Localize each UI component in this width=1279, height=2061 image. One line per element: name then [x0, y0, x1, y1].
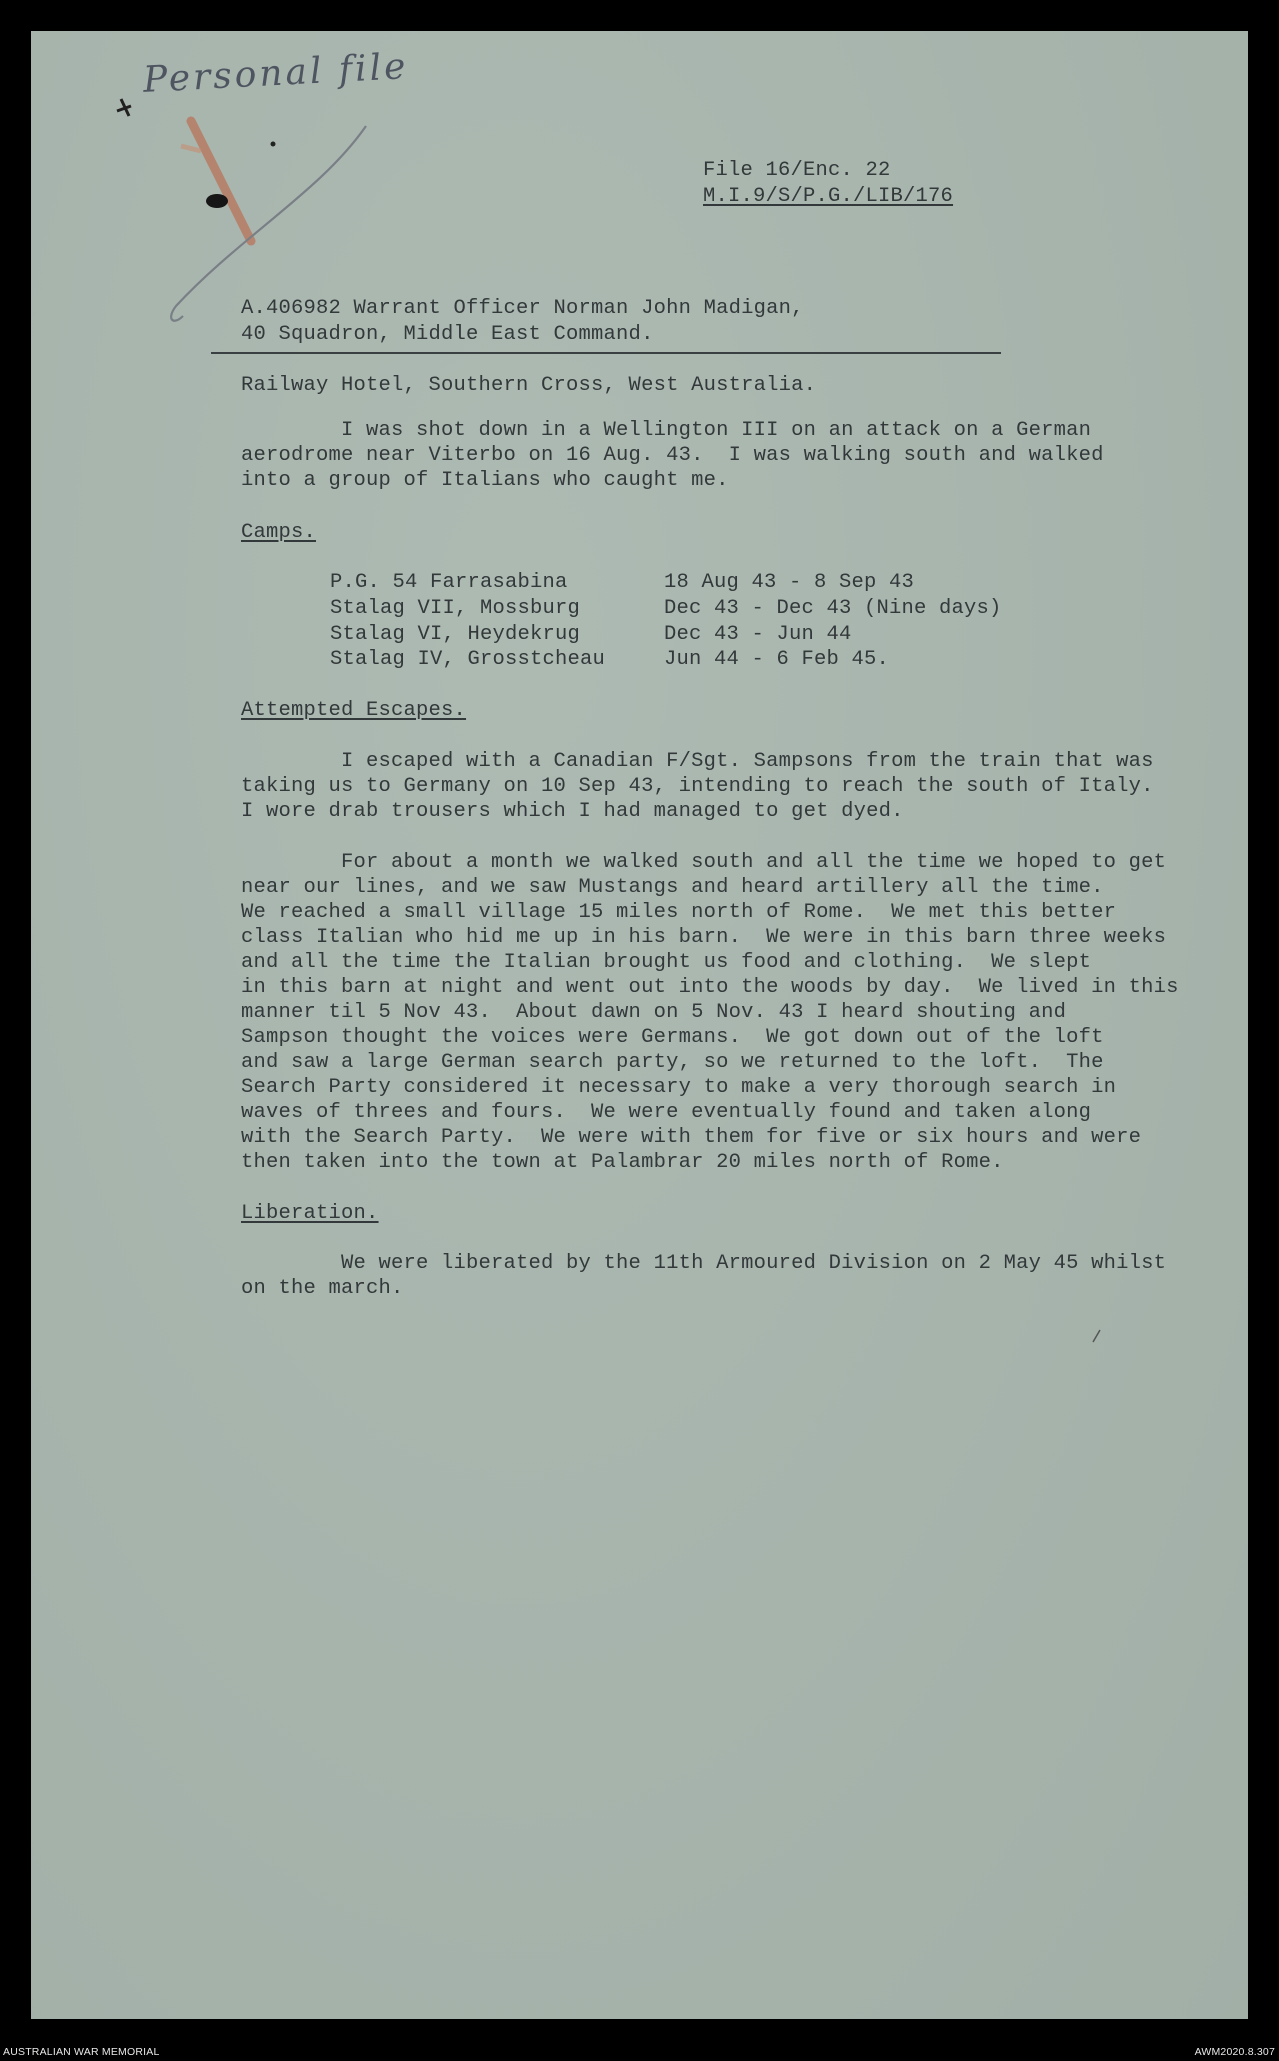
escapes-line: with the Search Party. We were with them for five or six hours and were [241, 1126, 1142, 1149]
escapes-line: For about a month we walked south and all the time we hoped to get [241, 851, 1167, 874]
header-name-line: A.406982 Warrant Officer Norman John Madigan, [241, 297, 804, 320]
intro-line: into a group of Italians who caught me. [241, 469, 729, 492]
camp-dates: Dec 43 - Jun 44 [664, 623, 852, 646]
camp-dates: 18 Aug 43 - 8 Sep 43 [664, 571, 915, 594]
address-line: Railway Hotel, Southern Cross, West Australia. [241, 374, 817, 397]
escapes-line: near our lines, and we saw Mustangs and heard artillery all the time. [241, 876, 1104, 899]
escapes-line: I escaped with a Canadian F/Sgt. Sampsons from the train that was [241, 750, 1154, 773]
handwritten-personal-file: Personal file [142, 46, 410, 101]
liberation-heading: Liberation. [241, 1202, 379, 1225]
footer-archive-name: AUSTRALIAN WAR MEMORIAL [3, 2046, 160, 2058]
escapes-line: and saw a large German search party, so we returned to the loft. The [241, 1051, 1104, 1074]
escapes-line: Sampson thought the voices were Germans. We got down out of the loft [241, 1026, 1104, 1049]
escapes-line: We reached a small village 15 miles north of Rome. We met this better [241, 901, 1117, 924]
intro-line: aerodrome near Viterbo on 16 Aug. 43. I was walking south and walked [241, 444, 1104, 467]
liberation-line: on the march. [241, 1277, 404, 1300]
escapes-line: I wore drab trousers which I had managed to get dyed. [241, 800, 904, 823]
stray-pen-mark [1091, 1326, 1111, 1346]
escapes-line: taking us to Germany on 10 Sep 43, intending to reach the south of Italy. [241, 775, 1154, 798]
camp-dates: Jun 44 - 6 Feb 45. [664, 648, 890, 671]
liberation-line: We were liberated by the 11th Armoured Division on 2 May 45 whilst [241, 1252, 1167, 1275]
camp-name: Stalag VII, Mossburg [330, 597, 581, 620]
escapes-line: class Italian who hid me up in his barn. We were in this barn three weeks [241, 926, 1167, 949]
escapes-line: waves of threes and fours. We were eventually found and taken along [241, 1101, 1092, 1124]
intro-line: I was shot down in a Wellington III on an attack on a German [241, 419, 1092, 442]
escapes-line: and all the time the Italian brought us food and clothing. We slept [241, 951, 1092, 974]
escapes-line: Search Party considered it necessary to make a very thorough search in [241, 1076, 1117, 1099]
header-rule [211, 352, 1001, 354]
escapes-line: in this barn at night and went out into the woods by day. We lived in this [241, 976, 1179, 999]
camp-name: P.G. 54 Farrasabina [330, 571, 568, 594]
file-reference-line1: File 16/Enc. 22 [703, 159, 891, 182]
footer-accession-number: AWM2020.8.307 [1194, 2046, 1275, 2058]
camp-name: Stalag VI, Heydekrug [330, 623, 581, 646]
camp-name: Stalag IV, Grosstcheau [330, 648, 606, 671]
document-page [31, 31, 1248, 2019]
escapes-heading: Attempted Escapes. [241, 699, 467, 722]
escapes-line: manner til 5 Nov 43. About dawn on 5 Nov. 43 I heard shouting and [241, 1001, 1067, 1024]
camp-dates: Dec 43 - Dec 43 (Nine days) [664, 597, 1002, 620]
header-unit-line: 40 Squadron, Middle East Command. [241, 323, 654, 346]
escapes-line: then taken into the town at Palambrar 20 miles north of Rome. [241, 1151, 1004, 1174]
file-reference-line2: M.I.9/S/P.G./LIB/176 [703, 185, 954, 208]
camps-heading: Camps. [241, 521, 317, 544]
